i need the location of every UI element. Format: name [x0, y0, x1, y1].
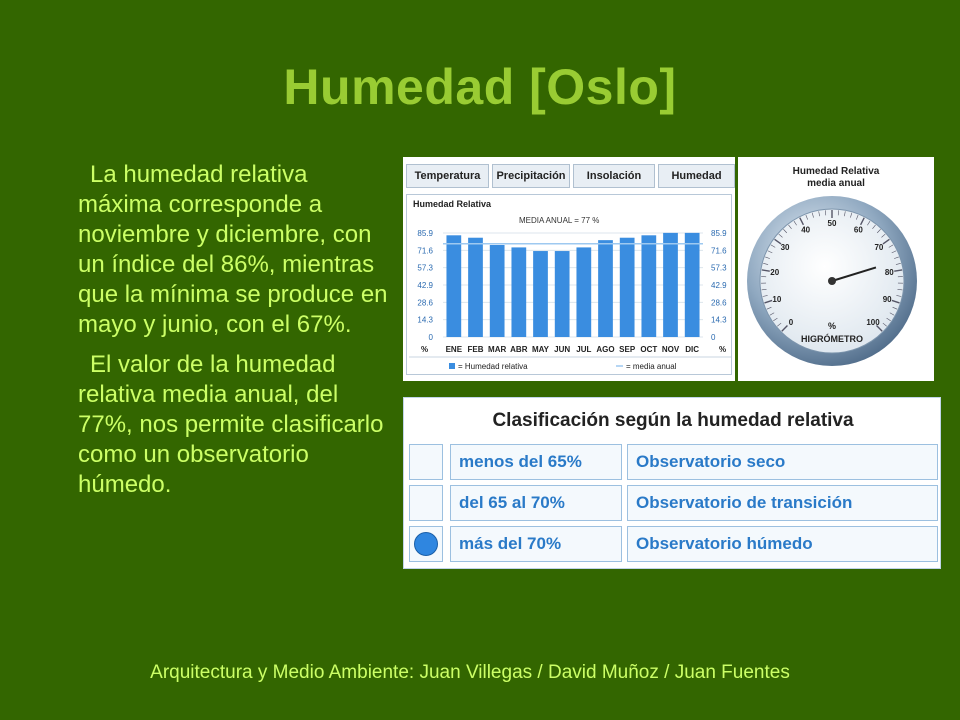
legend-label-mean: = media anual [626, 362, 677, 371]
y-tick-label-left: 28.6 [417, 298, 433, 308]
bar-dic [685, 233, 700, 337]
row-2-indicator [409, 485, 443, 521]
bar-feb [468, 238, 483, 337]
gauge-tick-label: 20 [770, 267, 780, 277]
row-3-label: Observatorio húmedo [627, 526, 938, 562]
y-axis-label-right: % [719, 345, 727, 354]
y-tick-label-right: 28.6 [711, 298, 727, 308]
bar-ago [598, 240, 613, 337]
gauge-tick-label: 90 [882, 294, 892, 304]
y-tick-label-right: 71.6 [711, 246, 727, 256]
x-tick-label: DIC [685, 345, 700, 354]
footer-credits: Arquitectura y Medio Ambiente: Juan Villegas / David Muñoz / Juan Fuentes [150, 662, 790, 683]
y-tick-label-right: 85.9 [711, 229, 727, 238]
row-3-range: más del 70% [450, 526, 622, 562]
chart-annotation: MEDIA ANUAL = 77 % [519, 216, 600, 225]
classification-table [403, 397, 941, 569]
bar-oct [641, 235, 656, 337]
tab-insolacion[interactable]: Insolación [573, 164, 655, 188]
x-tick-label: OCT [640, 345, 658, 354]
slide-title: Humedad [Oslo] [283, 59, 677, 115]
y-tick-label-right: 0 [711, 333, 716, 342]
chart-tabs [406, 164, 732, 190]
tab-precipitacion[interactable]: Precipitación [492, 164, 570, 188]
gauge-tick-label: 80 [884, 267, 894, 277]
y-tick-label-right: 42.9 [711, 281, 727, 291]
gauge-tick-label: 50 [827, 219, 837, 228]
y-tick-label-right: 57.3 [711, 263, 727, 273]
tab-humedad[interactable]: Humedad [658, 164, 735, 188]
gauge-tick-label: 100 [866, 318, 880, 328]
row-1-label: Observatorio seco [627, 444, 938, 480]
x-tick-label: JUN [554, 345, 571, 354]
row-3-indicator [409, 526, 443, 562]
row-1-indicator [409, 444, 443, 480]
chart-ticks [417, 229, 727, 354]
x-tick-label: ABR [510, 345, 528, 354]
humidity-chart-panel [403, 157, 735, 381]
bar-jun [555, 251, 570, 337]
legend-swatch-humidity [449, 363, 455, 369]
bar-nov [663, 233, 678, 337]
tab-temperatura[interactable]: Temperatura [406, 164, 489, 188]
hygrometer-svg [738, 157, 934, 381]
x-tick-label: MAY [531, 345, 550, 354]
bar-may [533, 251, 548, 337]
y-tick-label-right: 14.3 [711, 315, 727, 325]
paragraph-1: La humedad relativa máxima corresponde a noviembre y diciembre, con un índice del 86%, mientras que la mínima se produce en mayo y junio, con el 67%. [78, 161, 388, 338]
row-2-range: del 65 al 70% [450, 485, 622, 521]
x-tick-label: NOV [661, 345, 680, 354]
legend-label-humidity: = Humedad relativa [458, 362, 528, 371]
gauge-tick-label: 0 [788, 318, 794, 328]
x-tick-label: ENE [445, 345, 463, 354]
paragraph-2: El valor de la humedad relativa media anual, del 77%, nos permite clasificarlo como un observatorio húmedo. [78, 351, 384, 498]
classification-title: Clasificación según la humedad relativa [492, 410, 854, 431]
x-tick-label: JUL [576, 345, 592, 354]
row-1-range: menos del 65% [450, 444, 622, 480]
gauge-tick-label: 70 [874, 242, 884, 252]
gauge-tick-label: 60 [853, 225, 863, 235]
x-tick-label: MAR [488, 345, 507, 354]
y-tick-label-left: 71.6 [417, 246, 433, 256]
bar-jul [576, 247, 591, 337]
row-2-label: Observatorio de transición [627, 485, 938, 521]
x-tick-label: AGO [596, 345, 615, 354]
bar-mar [490, 245, 505, 337]
y-tick-label-left: 85.9 [417, 229, 433, 238]
gauge-title-line2: media anual [807, 178, 865, 189]
gauge-tick-label: 40 [801, 225, 811, 235]
gauge-tick-label: 30 [780, 242, 790, 252]
x-tick-label: SEP [619, 345, 636, 354]
bar-chart [406, 194, 732, 375]
hygrometer-panel [738, 157, 934, 381]
selected-dot-icon [414, 532, 438, 556]
y-tick-label-left: 57.3 [417, 263, 433, 273]
gauge-tick-label: 10 [772, 294, 782, 304]
y-tick-label-left: 42.9 [417, 281, 433, 291]
y-axis-label-left: % [421, 345, 429, 354]
gauge-title-line1: Humedad Relativa [792, 166, 880, 177]
bar-chart-svg [407, 195, 733, 376]
gauge-label: HIGRÓMETRO [801, 334, 863, 344]
bar-abr [511, 247, 526, 337]
y-tick-label-left: 14.3 [417, 315, 433, 325]
gauge-hub [828, 277, 836, 285]
y-tick-label-left: 0 [428, 333, 433, 342]
x-tick-label: FEB [467, 345, 484, 354]
chart-title: Humedad Relativa [413, 199, 492, 209]
gauge-unit: % [827, 321, 837, 331]
bar-ene [446, 235, 461, 337]
text-body [78, 160, 388, 510]
bar-sep [620, 238, 635, 337]
